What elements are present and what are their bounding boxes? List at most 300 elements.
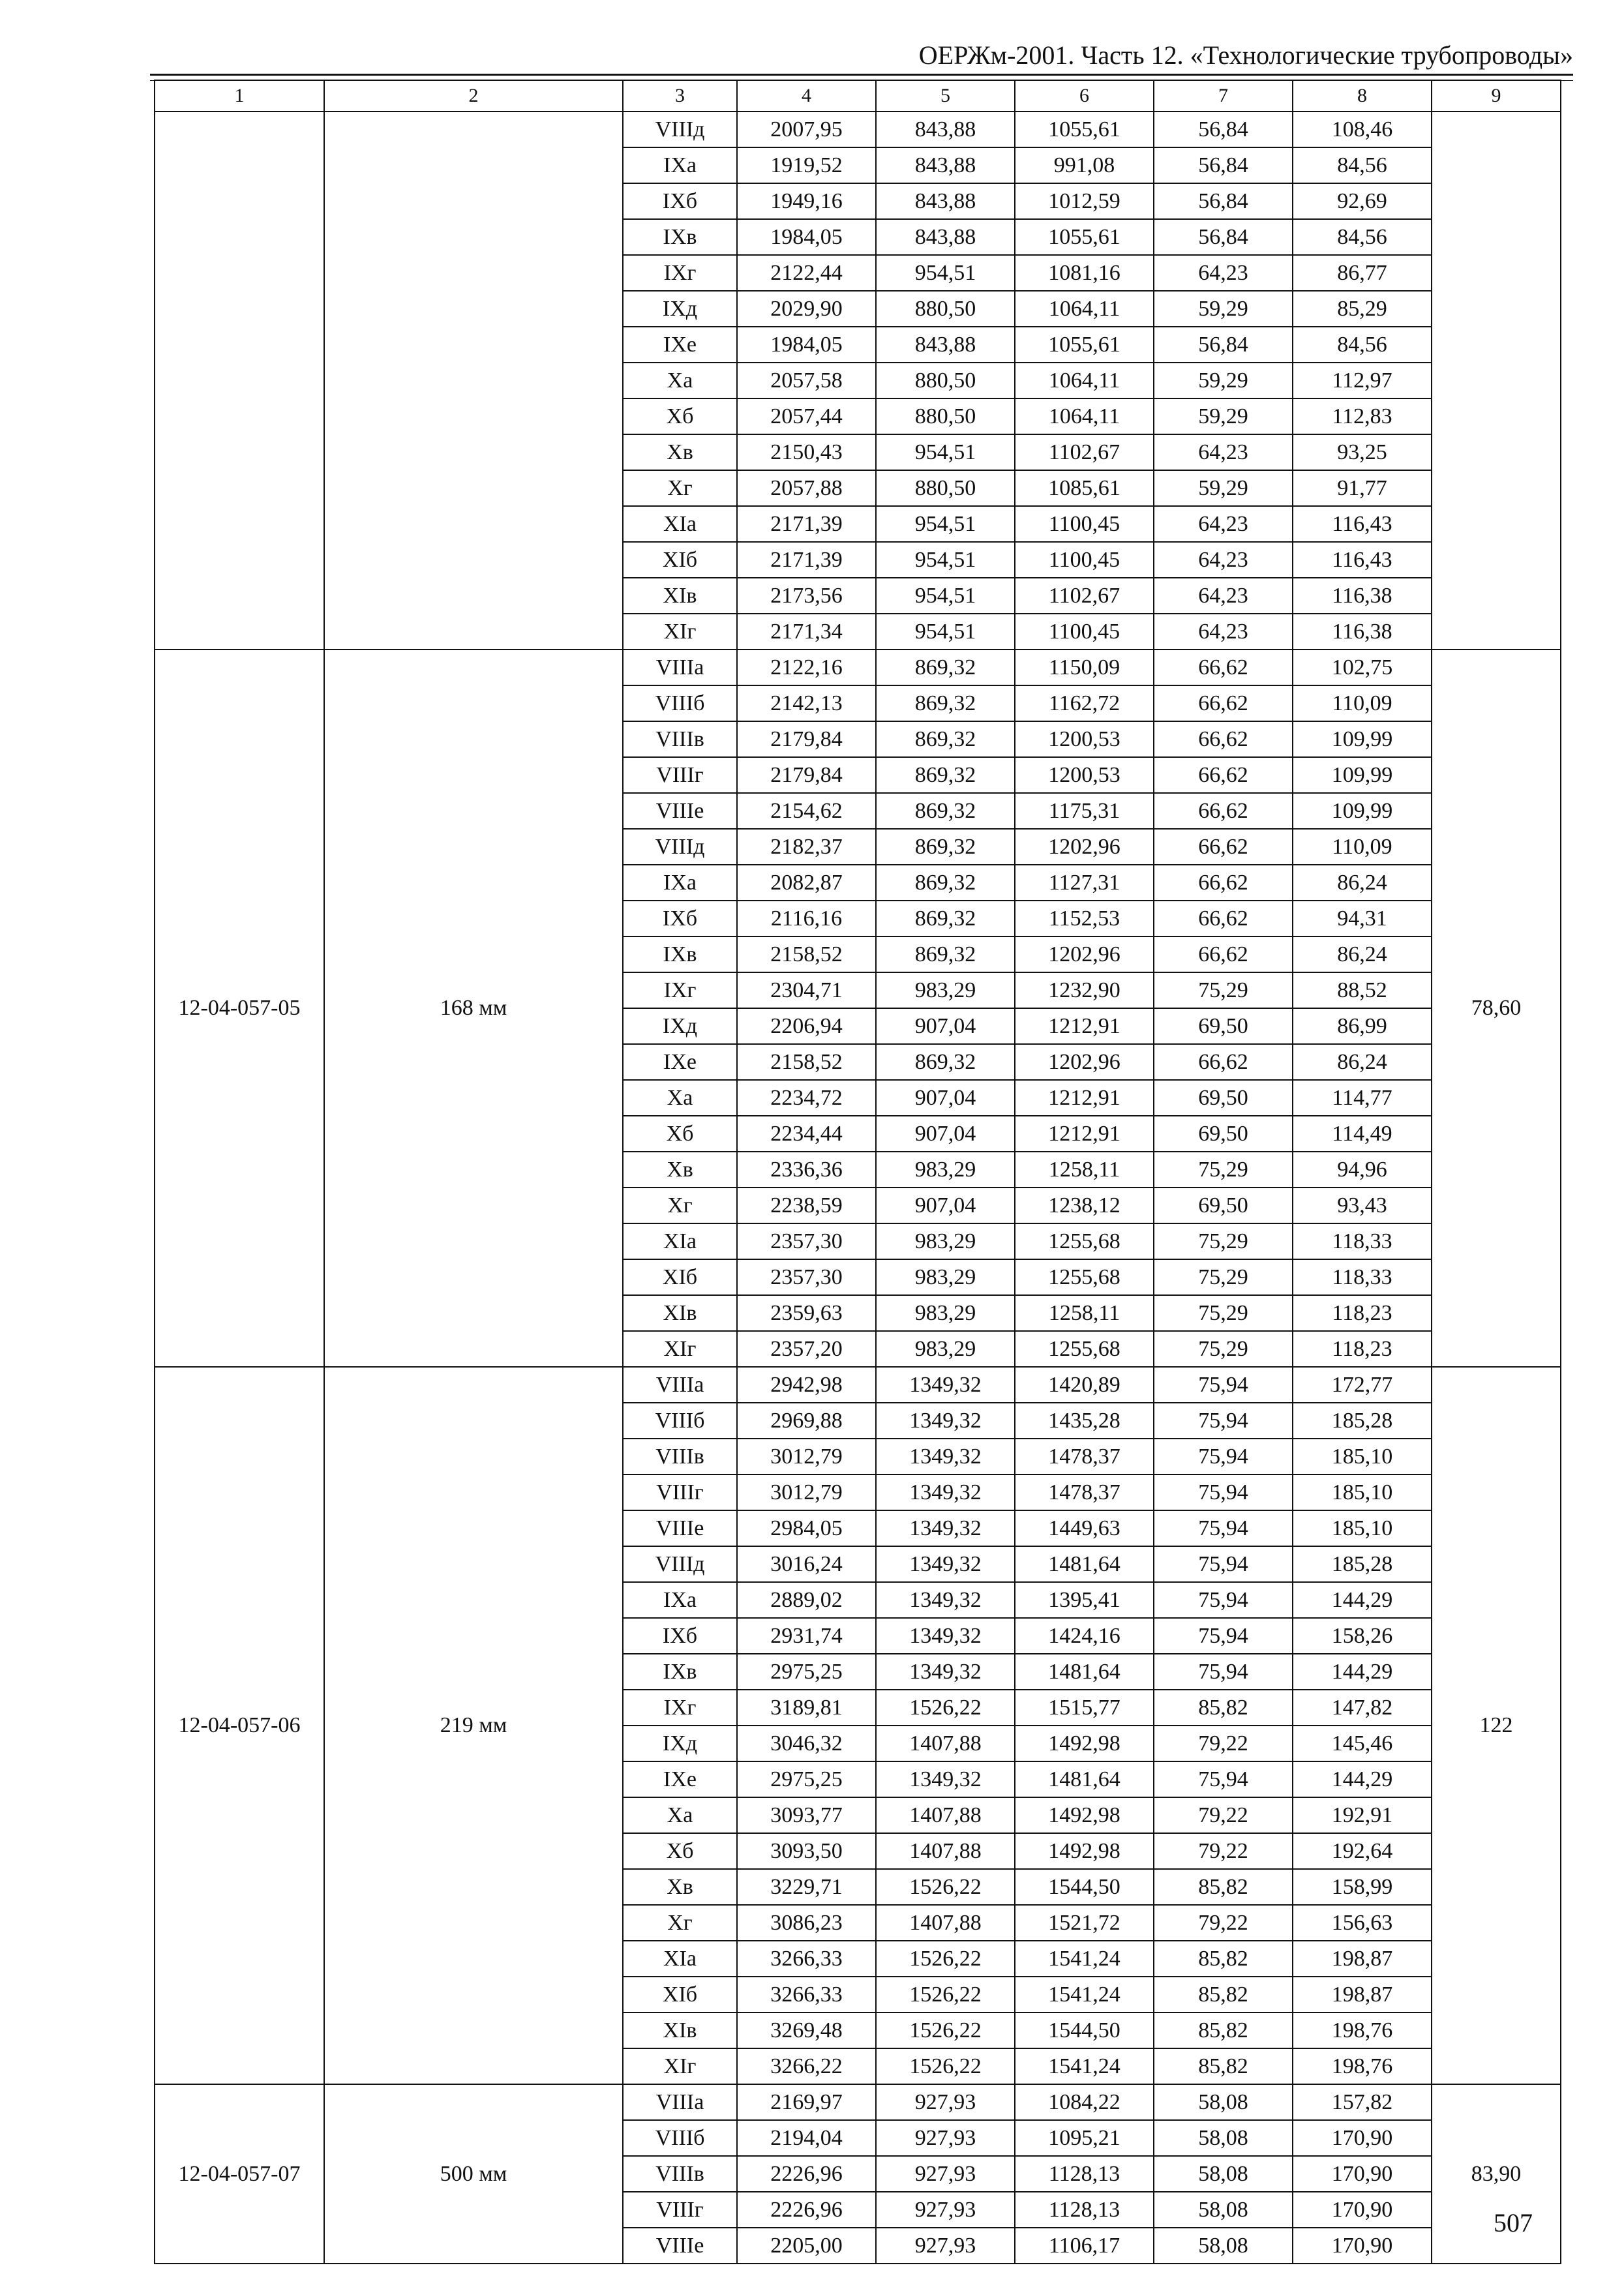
table-row — [155, 112, 1561, 147]
value-cell: 843,88 — [876, 183, 1015, 219]
category-cell: IXа — [623, 1582, 737, 1618]
value-cell: 954,51 — [876, 614, 1015, 650]
value-cell: 2889,02 — [737, 1582, 876, 1618]
value-cell: 56,84 — [1154, 183, 1293, 219]
value-cell: 1526,22 — [876, 2048, 1015, 2084]
value-cell: 954,51 — [876, 255, 1015, 291]
value-cell: 75,94 — [1154, 1403, 1293, 1439]
value-cell: 110,09 — [1293, 685, 1432, 721]
category-cell: XIг — [623, 2048, 737, 2084]
value-cell: 2029,90 — [737, 291, 876, 327]
value-cell: 1407,88 — [876, 1726, 1015, 1761]
value-cell: 1055,61 — [1015, 219, 1154, 255]
value-cell: 75,29 — [1154, 1152, 1293, 1188]
rate-code-cell: 12-04-057-05 — [155, 650, 324, 1367]
value-cell: 172,77 — [1293, 1367, 1432, 1403]
value-cell: 112,83 — [1293, 398, 1432, 434]
value-cell: 198,76 — [1293, 2012, 1432, 2048]
value-cell: 3012,79 — [737, 1474, 876, 1510]
value-cell: 954,51 — [876, 506, 1015, 542]
value-cell: 1106,17 — [1015, 2228, 1154, 2264]
value-cell: 1407,88 — [876, 1905, 1015, 1941]
value-cell: 192,91 — [1293, 1797, 1432, 1833]
value-cell: 86,24 — [1293, 936, 1432, 972]
value-cell: 75,94 — [1154, 1582, 1293, 1618]
value-cell: 880,50 — [876, 363, 1015, 398]
value-cell: 79,22 — [1154, 1797, 1293, 1833]
value-cell: 1349,32 — [876, 1403, 1015, 1439]
value-cell: 3012,79 — [737, 1439, 876, 1474]
value-cell: 58,08 — [1154, 2192, 1293, 2228]
value-cell: 144,29 — [1293, 1761, 1432, 1797]
value-cell: 1202,96 — [1015, 829, 1154, 865]
pipe-diameter-cell: 168 мм — [324, 650, 623, 1367]
value-cell: 1919,52 — [737, 147, 876, 183]
value-cell: 85,82 — [1154, 1869, 1293, 1905]
pipe-diameter-cell — [324, 112, 623, 650]
value-cell: 118,23 — [1293, 1331, 1432, 1367]
value-cell: 86,77 — [1293, 255, 1432, 291]
value-cell: 1081,16 — [1015, 255, 1154, 291]
value-cell: 84,56 — [1293, 327, 1432, 363]
value-cell: 1349,32 — [876, 1510, 1015, 1546]
value-cell: 869,32 — [876, 757, 1015, 793]
category-cell: VIIIг — [623, 757, 737, 793]
value-cell: 75,29 — [1154, 972, 1293, 1008]
category-cell: VIIIг — [623, 1474, 737, 1510]
value-cell: 907,04 — [876, 1116, 1015, 1152]
value-cell: 75,94 — [1154, 1474, 1293, 1510]
value-cell: 2169,97 — [737, 2084, 876, 2120]
value-cell: 869,32 — [876, 901, 1015, 936]
value-cell: 2171,34 — [737, 614, 876, 650]
value-cell: 110,09 — [1293, 829, 1432, 865]
value-cell: 79,22 — [1154, 1905, 1293, 1941]
value-cell: 1481,64 — [1015, 1546, 1154, 1582]
value-cell: 64,23 — [1154, 434, 1293, 470]
value-cell: 869,32 — [876, 685, 1015, 721]
value-cell: 85,82 — [1154, 1690, 1293, 1726]
value-cell: 927,93 — [876, 2156, 1015, 2192]
column-number: 5 — [876, 80, 1015, 112]
value-cell: 2057,88 — [737, 470, 876, 506]
category-cell: VIIIе — [623, 1510, 737, 1546]
value-cell: 59,29 — [1154, 470, 1293, 506]
page-header-title: ОЕРЖм-2001. Часть 12. «Технологические трубопроводы» — [918, 40, 1573, 70]
value-cell: 983,29 — [876, 1152, 1015, 1188]
value-cell: 1012,59 — [1015, 183, 1154, 219]
value-cell: 1127,31 — [1015, 865, 1154, 901]
value-cell: 75,29 — [1154, 1259, 1293, 1295]
value-cell: 1526,22 — [876, 2012, 1015, 2048]
category-cell: IXд — [623, 291, 737, 327]
value-cell: 66,62 — [1154, 936, 1293, 972]
category-cell: Xв — [623, 1869, 737, 1905]
value-cell: 66,62 — [1154, 793, 1293, 829]
value-cell: 75,29 — [1154, 1295, 1293, 1331]
value-cell: 69,50 — [1154, 1080, 1293, 1116]
value-cell: 1128,13 — [1015, 2192, 1154, 2228]
value-cell: 2158,52 — [737, 1044, 876, 1080]
value-cell: 85,82 — [1154, 1941, 1293, 1977]
value-cell: 1064,11 — [1015, 363, 1154, 398]
value-cell: 1055,61 — [1015, 327, 1154, 363]
pipe-diameter-cell: 500 мм — [324, 2084, 623, 2264]
value-cell: 1541,24 — [1015, 2048, 1154, 2084]
value-cell: 1515,77 — [1015, 1690, 1154, 1726]
value-cell: 2179,84 — [737, 757, 876, 793]
rates-table — [154, 80, 1561, 2264]
category-cell: VIIIг — [623, 2192, 737, 2228]
category-cell: Xг — [623, 1188, 737, 1223]
value-cell: 56,84 — [1154, 219, 1293, 255]
value-cell: 1349,32 — [876, 1582, 1015, 1618]
value-cell: 2931,74 — [737, 1618, 876, 1654]
value-cell: 1492,98 — [1015, 1726, 1154, 1761]
value-cell: 75,94 — [1154, 1439, 1293, 1474]
value-cell: 69,50 — [1154, 1008, 1293, 1044]
value-cell: 983,29 — [876, 1259, 1015, 1295]
category-cell: VIIIб — [623, 685, 737, 721]
value-cell: 66,62 — [1154, 685, 1293, 721]
value-cell: 1544,50 — [1015, 1869, 1154, 1905]
category-cell: Xв — [623, 1152, 737, 1188]
value-cell: 983,29 — [876, 1295, 1015, 1331]
value-cell: 58,08 — [1154, 2120, 1293, 2156]
value-cell: 58,08 — [1154, 2228, 1293, 2264]
value-cell: 3266,33 — [737, 1977, 876, 2012]
value-cell: 1526,22 — [876, 1690, 1015, 1726]
column-number: 2 — [324, 80, 623, 112]
value-cell: 843,88 — [876, 147, 1015, 183]
value-cell: 1255,68 — [1015, 1331, 1154, 1367]
group-total-cell: 83,90 — [1432, 2084, 1561, 2264]
value-cell: 2007,95 — [737, 112, 876, 147]
value-cell: 2238,59 — [737, 1188, 876, 1223]
category-cell: XIб — [623, 1259, 737, 1295]
value-cell: 869,32 — [876, 936, 1015, 972]
category-cell: VIIIд — [623, 829, 737, 865]
value-cell: 84,56 — [1293, 219, 1432, 255]
value-cell: 1407,88 — [876, 1797, 1015, 1833]
value-cell: 2975,25 — [737, 1761, 876, 1797]
value-cell: 2984,05 — [737, 1510, 876, 1546]
value-cell: 1175,31 — [1015, 793, 1154, 829]
value-cell: 144,29 — [1293, 1654, 1432, 1690]
category-cell: VIIIе — [623, 2228, 737, 2264]
value-cell: 66,62 — [1154, 829, 1293, 865]
value-cell: 2206,94 — [737, 1008, 876, 1044]
value-cell: 145,46 — [1293, 1726, 1432, 1761]
value-cell: 1212,91 — [1015, 1116, 1154, 1152]
value-cell: 1420,89 — [1015, 1367, 1154, 1403]
value-cell: 1100,45 — [1015, 614, 1154, 650]
table-row — [155, 650, 1561, 685]
category-cell: XIб — [623, 542, 737, 578]
value-cell: 85,82 — [1154, 2012, 1293, 2048]
value-cell: 1984,05 — [737, 219, 876, 255]
value-cell: 86,24 — [1293, 865, 1432, 901]
value-cell: 1526,22 — [876, 1941, 1015, 1977]
value-cell: 869,32 — [876, 865, 1015, 901]
value-cell: 75,94 — [1154, 1367, 1293, 1403]
group-total-cell: 122 — [1432, 1367, 1561, 2084]
value-cell: 185,10 — [1293, 1439, 1432, 1474]
value-cell: 66,62 — [1154, 865, 1293, 901]
category-cell: IXг — [623, 1690, 737, 1726]
value-cell: 69,50 — [1154, 1188, 1293, 1223]
value-cell: 1255,68 — [1015, 1223, 1154, 1259]
value-cell: 85,82 — [1154, 2048, 1293, 2084]
rate-code-cell: 12-04-057-07 — [155, 2084, 324, 2264]
category-cell: VIIIд — [623, 1546, 737, 1582]
value-cell: 954,51 — [876, 542, 1015, 578]
value-cell: 1349,32 — [876, 1474, 1015, 1510]
column-number: 1 — [155, 80, 324, 112]
value-cell: 927,93 — [876, 2192, 1015, 2228]
value-cell: 69,50 — [1154, 1116, 1293, 1152]
value-cell: 3269,48 — [737, 2012, 876, 2048]
rate-code-cell: 12-04-057-06 — [155, 1367, 324, 2084]
value-cell: 983,29 — [876, 1331, 1015, 1367]
value-cell: 1349,32 — [876, 1761, 1015, 1797]
value-cell: 1521,72 — [1015, 1905, 1154, 1941]
category-cell: VIIIб — [623, 1403, 737, 1439]
value-cell: 1481,64 — [1015, 1654, 1154, 1690]
value-cell: 2226,96 — [737, 2192, 876, 2228]
value-cell: 1258,11 — [1015, 1295, 1154, 1331]
value-cell: 116,43 — [1293, 542, 1432, 578]
value-cell: 198,87 — [1293, 1977, 1432, 2012]
value-cell: 1055,61 — [1015, 112, 1154, 147]
category-cell: VIIIе — [623, 793, 737, 829]
value-cell: 75,94 — [1154, 1761, 1293, 1797]
value-cell: 2082,87 — [737, 865, 876, 901]
value-cell: 2942,98 — [737, 1367, 876, 1403]
value-cell: 1435,28 — [1015, 1403, 1154, 1439]
value-cell: 158,26 — [1293, 1618, 1432, 1654]
value-cell: 907,04 — [876, 1080, 1015, 1116]
value-cell: 94,96 — [1293, 1152, 1432, 1188]
value-cell: 869,32 — [876, 650, 1015, 685]
value-cell: 2357,30 — [737, 1259, 876, 1295]
value-cell: 2226,96 — [737, 2156, 876, 2192]
value-cell: 2057,44 — [737, 398, 876, 434]
value-cell: 170,90 — [1293, 2156, 1432, 2192]
value-cell: 93,43 — [1293, 1188, 1432, 1223]
value-cell: 118,33 — [1293, 1259, 1432, 1295]
category-cell: IXб — [623, 901, 737, 936]
value-cell: 185,28 — [1293, 1546, 1432, 1582]
value-cell: 1349,32 — [876, 1439, 1015, 1474]
category-cell: XIв — [623, 2012, 737, 2048]
value-cell: 954,51 — [876, 578, 1015, 614]
value-cell: 2171,39 — [737, 542, 876, 578]
value-cell: 1212,91 — [1015, 1080, 1154, 1116]
category-cell: IXе — [623, 327, 737, 363]
value-cell: 59,29 — [1154, 363, 1293, 398]
value-cell: 64,23 — [1154, 542, 1293, 578]
value-cell: 66,62 — [1154, 721, 1293, 757]
value-cell: 66,62 — [1154, 901, 1293, 936]
column-number-row — [155, 80, 1561, 112]
value-cell: 2357,20 — [737, 1331, 876, 1367]
category-cell: VIIIб — [623, 2120, 737, 2156]
value-cell: 75,29 — [1154, 1223, 1293, 1259]
value-cell: 1152,53 — [1015, 901, 1154, 936]
value-cell: 2179,84 — [737, 721, 876, 757]
value-cell: 79,22 — [1154, 1726, 1293, 1761]
value-cell: 3266,22 — [737, 2048, 876, 2084]
value-cell: 85,29 — [1293, 291, 1432, 327]
value-cell: 1102,67 — [1015, 434, 1154, 470]
category-cell: VIIIа — [623, 650, 737, 685]
value-cell: 185,10 — [1293, 1474, 1432, 1510]
value-cell: 198,76 — [1293, 2048, 1432, 2084]
value-cell: 2122,16 — [737, 650, 876, 685]
value-cell: 2150,43 — [737, 434, 876, 470]
value-cell: 1100,45 — [1015, 542, 1154, 578]
value-cell: 144,29 — [1293, 1582, 1432, 1618]
value-cell: 192,64 — [1293, 1833, 1432, 1869]
category-cell: Xб — [623, 398, 737, 434]
value-cell: 1212,91 — [1015, 1008, 1154, 1044]
category-cell: Xа — [623, 1797, 737, 1833]
value-cell: 2359,63 — [737, 1295, 876, 1331]
value-cell: 66,62 — [1154, 757, 1293, 793]
value-cell: 56,84 — [1154, 147, 1293, 183]
value-cell: 64,23 — [1154, 614, 1293, 650]
value-cell: 75,29 — [1154, 1331, 1293, 1367]
value-cell: 1424,16 — [1015, 1618, 1154, 1654]
value-cell: 3093,77 — [737, 1797, 876, 1833]
value-cell: 927,93 — [876, 2228, 1015, 2264]
value-cell: 1095,21 — [1015, 2120, 1154, 2156]
value-cell: 927,93 — [876, 2120, 1015, 2156]
value-cell: 1085,61 — [1015, 470, 1154, 506]
value-cell: 3016,24 — [737, 1546, 876, 1582]
value-cell: 1162,72 — [1015, 685, 1154, 721]
value-cell: 58,08 — [1154, 2156, 1293, 2192]
value-cell: 880,50 — [876, 398, 1015, 434]
category-cell: Xг — [623, 470, 737, 506]
value-cell: 59,29 — [1154, 291, 1293, 327]
value-cell: 880,50 — [876, 291, 1015, 327]
value-cell: 1102,67 — [1015, 578, 1154, 614]
value-cell: 1526,22 — [876, 1977, 1015, 2012]
category-cell: VIIIв — [623, 2156, 737, 2192]
value-cell: 1064,11 — [1015, 291, 1154, 327]
value-cell: 93,25 — [1293, 434, 1432, 470]
value-cell: 2142,13 — [737, 685, 876, 721]
value-cell: 2122,44 — [737, 255, 876, 291]
column-number: 3 — [623, 80, 737, 112]
value-cell: 1449,63 — [1015, 1510, 1154, 1546]
category-cell: XIг — [623, 1331, 737, 1367]
value-cell: 108,46 — [1293, 112, 1432, 147]
category-cell: XIв — [623, 578, 737, 614]
value-cell: 907,04 — [876, 1188, 1015, 1223]
value-cell: 2357,30 — [737, 1223, 876, 1259]
category-cell: IXб — [623, 183, 737, 219]
value-cell: 85,82 — [1154, 1977, 1293, 2012]
value-cell: 907,04 — [876, 1008, 1015, 1044]
value-cell: 185,28 — [1293, 1403, 1432, 1439]
category-cell: Xб — [623, 1833, 737, 1869]
value-cell: 1200,53 — [1015, 721, 1154, 757]
value-cell: 118,23 — [1293, 1295, 1432, 1331]
value-cell: 2173,56 — [737, 578, 876, 614]
value-cell: 1407,88 — [876, 1833, 1015, 1869]
category-cell: XIа — [623, 506, 737, 542]
value-cell: 2154,62 — [737, 793, 876, 829]
value-cell: 116,38 — [1293, 614, 1432, 650]
category-cell: VIIIа — [623, 2084, 737, 2120]
value-cell: 92,69 — [1293, 183, 1432, 219]
value-cell: 147,82 — [1293, 1690, 1432, 1726]
column-number: 6 — [1015, 80, 1154, 112]
value-cell: 3189,81 — [737, 1690, 876, 1726]
value-cell: 1238,12 — [1015, 1188, 1154, 1223]
category-cell: XIб — [623, 1977, 737, 2012]
value-cell: 1395,41 — [1015, 1582, 1154, 1618]
value-cell: 112,97 — [1293, 363, 1432, 398]
value-cell: 1526,22 — [876, 1869, 1015, 1905]
category-cell: IXе — [623, 1761, 737, 1797]
value-cell: 59,29 — [1154, 398, 1293, 434]
value-cell: 869,32 — [876, 793, 1015, 829]
value-cell: 198,87 — [1293, 1941, 1432, 1977]
value-cell: 1064,11 — [1015, 398, 1154, 434]
value-cell: 927,93 — [876, 2084, 1015, 2120]
value-cell: 1478,37 — [1015, 1439, 1154, 1474]
category-cell: XIг — [623, 614, 737, 650]
category-cell: Xв — [623, 434, 737, 470]
value-cell: 1349,32 — [876, 1654, 1015, 1690]
value-cell: 1481,64 — [1015, 1761, 1154, 1797]
value-cell: 158,99 — [1293, 1869, 1432, 1905]
value-cell: 88,52 — [1293, 972, 1432, 1008]
category-cell: IXб — [623, 1618, 737, 1654]
value-cell: 1349,32 — [876, 1618, 1015, 1654]
value-cell: 114,49 — [1293, 1116, 1432, 1152]
value-cell: 109,99 — [1293, 793, 1432, 829]
category-cell: IXв — [623, 936, 737, 972]
value-cell: 170,90 — [1293, 2192, 1432, 2228]
value-cell: 843,88 — [876, 327, 1015, 363]
value-cell: 185,10 — [1293, 1510, 1432, 1546]
value-cell: 1949,16 — [737, 183, 876, 219]
category-cell: VIIIд — [623, 112, 737, 147]
value-cell: 157,82 — [1293, 2084, 1432, 2120]
value-cell: 2057,58 — [737, 363, 876, 398]
table-row — [155, 1367, 1561, 1403]
value-cell: 1084,22 — [1015, 2084, 1154, 2120]
page-number: 507 — [1494, 2208, 1533, 2237]
value-cell: 3046,32 — [737, 1726, 876, 1761]
value-cell: 2182,37 — [737, 829, 876, 865]
value-cell: 1202,96 — [1015, 936, 1154, 972]
value-cell: 3093,50 — [737, 1833, 876, 1869]
value-cell: 954,51 — [876, 434, 1015, 470]
category-cell: IXд — [623, 1008, 737, 1044]
value-cell: 1492,98 — [1015, 1833, 1154, 1869]
value-cell: 94,31 — [1293, 901, 1432, 936]
column-number: 9 — [1432, 80, 1561, 112]
rate-code-cell — [155, 112, 324, 650]
value-cell: 86,24 — [1293, 1044, 1432, 1080]
value-cell: 3229,71 — [737, 1869, 876, 1905]
